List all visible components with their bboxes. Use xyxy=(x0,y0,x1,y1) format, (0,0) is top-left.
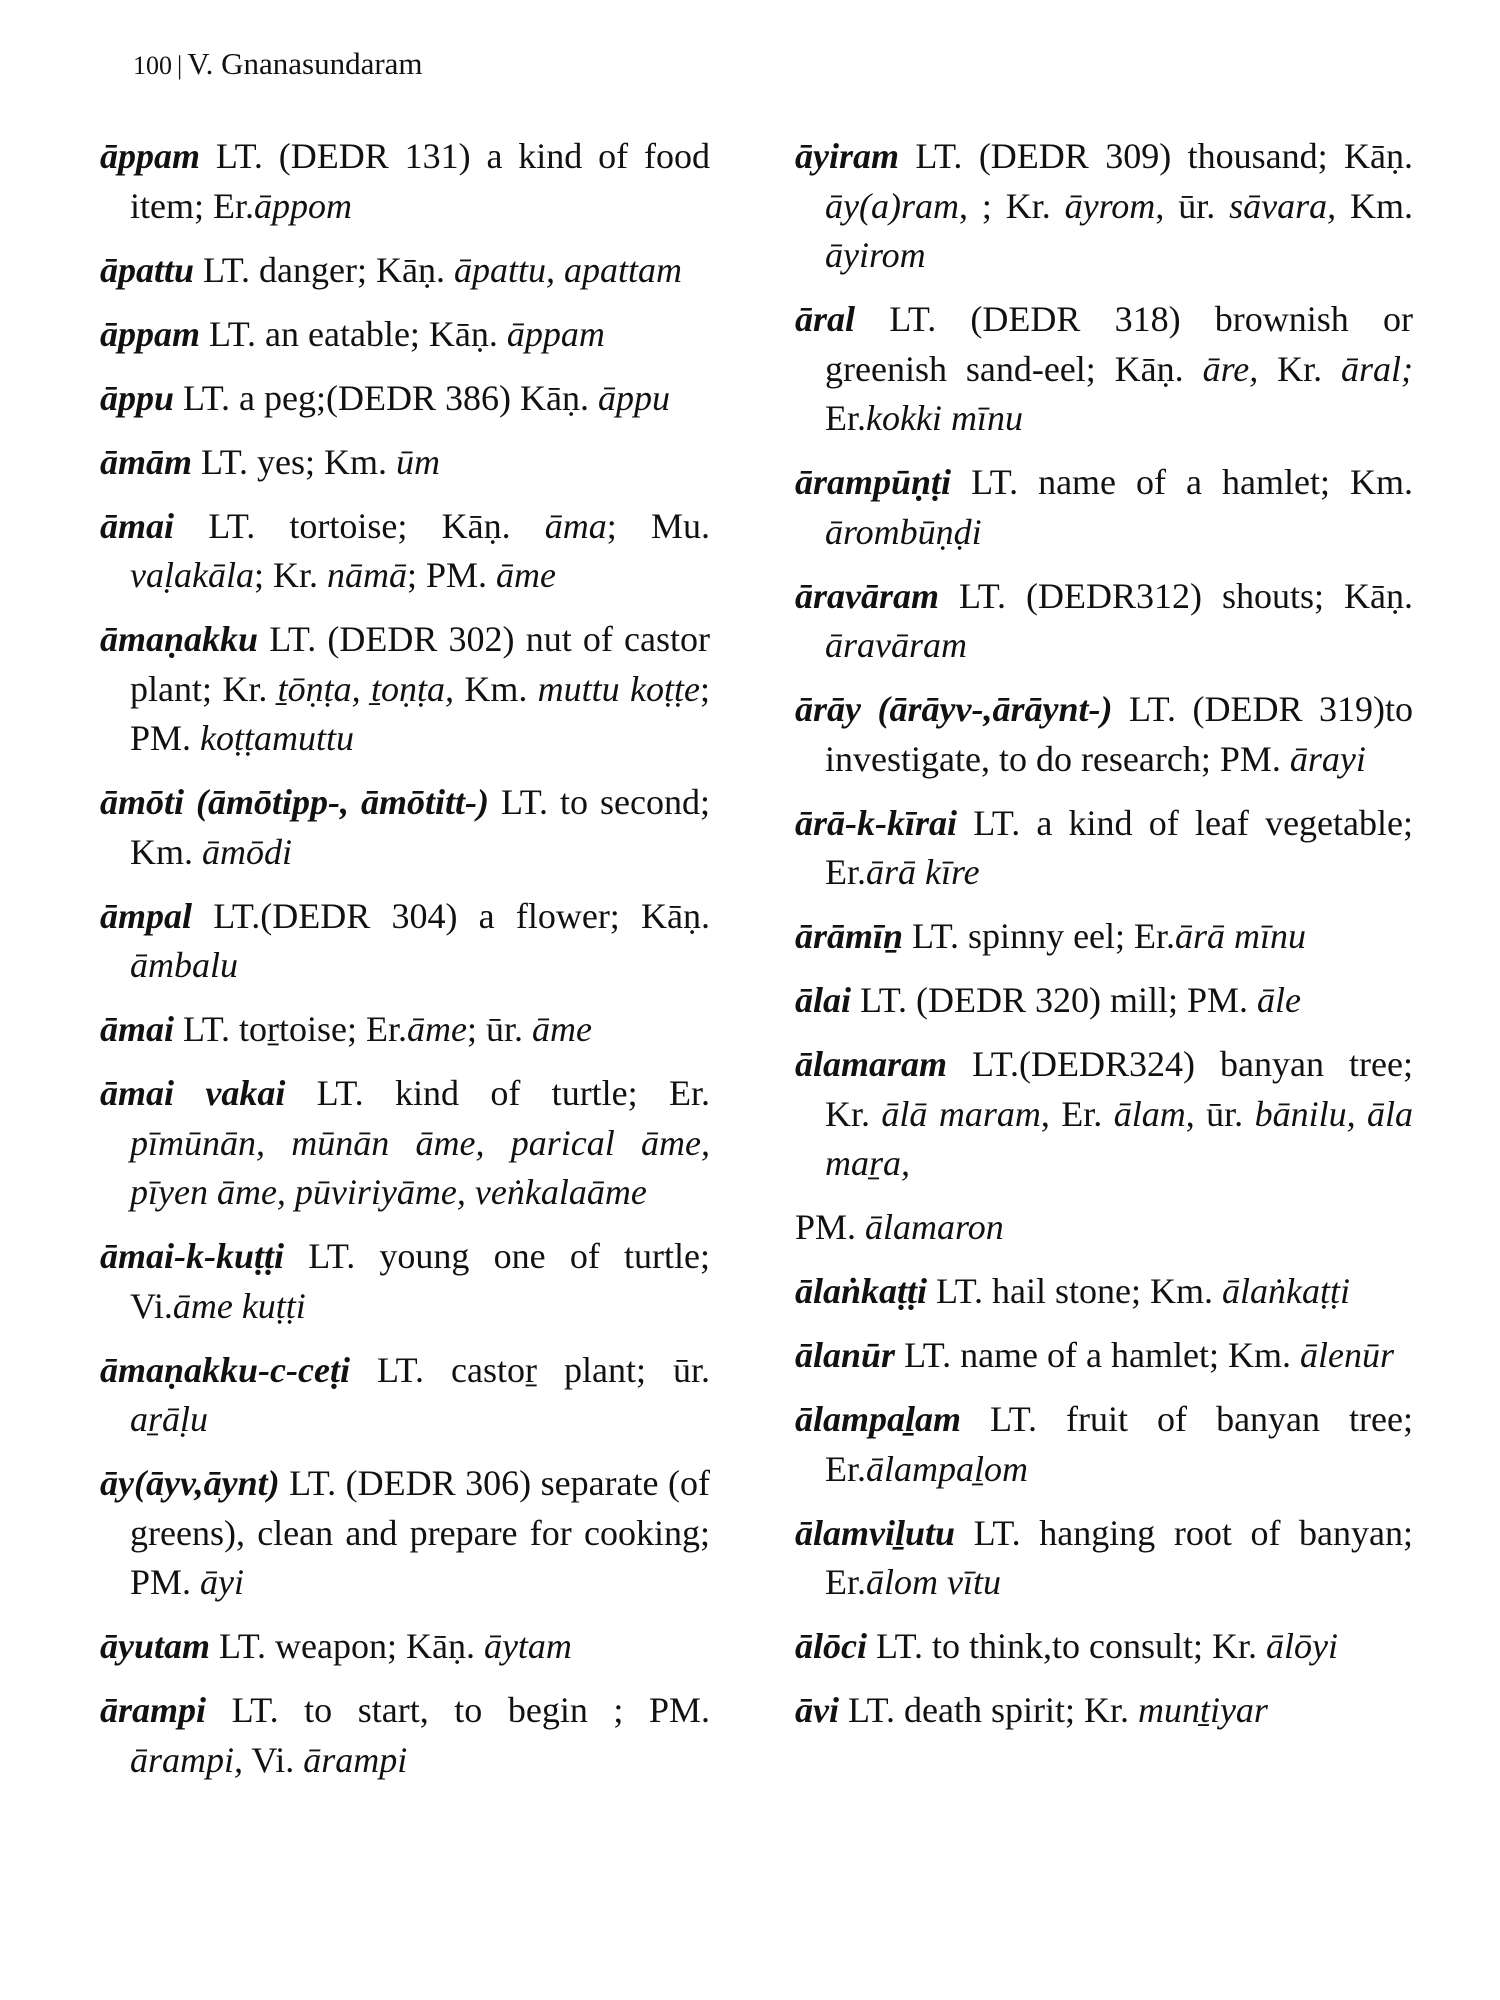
cognate-form: ālaṅkaṭṭi xyxy=(1222,1271,1351,1311)
dictionary-entry xyxy=(795,799,1413,898)
dictionary-entry xyxy=(100,1346,710,1445)
gloss-text: LT. kind of turtle; Er. xyxy=(285,1073,710,1113)
gloss-text: LT. castoṟ plant; ūr. xyxy=(349,1349,710,1390)
cognate-form: sāvara, xyxy=(1229,185,1337,226)
dictionary-entry xyxy=(795,295,1413,444)
gloss-text: LT. (DEDR 309) thousand; Kāṇ. xyxy=(899,136,1413,176)
headword: āppam xyxy=(100,313,201,354)
gloss-text: Km. xyxy=(1336,185,1413,226)
cognate-form: ālōyi xyxy=(1266,1626,1338,1666)
gloss-text: LT. (DEDR 320) mill; PM. xyxy=(851,980,1258,1020)
headword: āmai-k-kuṭṭi xyxy=(100,1236,285,1276)
gloss-text: LT. a kind of leaf vegetable; Er. xyxy=(825,802,1413,892)
gloss-text: LT. (DEDR 302) nut of castor plant; Kr. xyxy=(130,619,710,709)
headword: ārāy (ārāyv-,ārāynt-) xyxy=(795,689,1113,729)
cognate-form: ūm xyxy=(396,441,441,482)
cognate-form: koṭṭamuttu xyxy=(200,718,355,758)
cognate-form: āmbalu xyxy=(130,945,238,985)
dictionary-entry xyxy=(795,132,1413,281)
headword: āppam xyxy=(100,136,201,176)
gloss-text: LT. death spirit; Kr. xyxy=(838,1690,1138,1730)
cognate-form: āy(a)ram xyxy=(825,185,959,226)
cognate-form: ārayi xyxy=(1289,738,1366,779)
headword: ālōci xyxy=(795,1626,867,1666)
cognate-form: āmōdi xyxy=(202,831,292,872)
dictionary-entry xyxy=(100,1005,710,1055)
dictionary-entry xyxy=(100,1686,710,1785)
cognate-form: aṟāḷu xyxy=(130,1399,209,1439)
gloss-text: ; PM. xyxy=(130,668,710,758)
gloss-text: LT. young one of turtle; Vi. xyxy=(130,1236,710,1326)
gloss-text: LT. danger; Kāṇ. xyxy=(194,249,454,290)
cognate-form: āyi xyxy=(200,1562,245,1602)
gloss-text: , ūr. xyxy=(1185,1093,1255,1134)
gloss-text: ; ūr. xyxy=(466,1009,532,1049)
cognate-form: nāmā xyxy=(326,555,407,595)
gloss-text: LT. to second; Km. xyxy=(130,782,710,872)
gloss-text: LT. (DEDR 318) brownish or greenish sand-eel; Kāṇ. xyxy=(825,299,1413,389)
dictionary-entry xyxy=(795,458,1413,557)
gloss-text: LT. to start, to begin ; PM. xyxy=(206,1690,710,1730)
headword: āmai xyxy=(100,505,175,546)
gloss-text: LT. spinny eel; Er. xyxy=(903,916,1176,956)
gloss-text: LT. (DEDR 131) a kind of food item; Er. xyxy=(130,136,710,226)
dictionary-entry xyxy=(100,1232,710,1331)
dictionary-entry xyxy=(100,1459,710,1608)
gloss-text: LT. hanging root of banyan; Er. xyxy=(825,1512,1413,1602)
cognate-form: vaḷakāla xyxy=(130,555,254,595)
gloss-text: LT. toṟtoise; Er. xyxy=(174,1009,407,1049)
headword: ālampaḻam xyxy=(795,1399,962,1439)
dictionary-entry xyxy=(100,1622,710,1672)
gloss-text: PM. xyxy=(795,1207,866,1247)
right-column xyxy=(795,132,1413,1750)
cognate-form: ālampaḻom xyxy=(866,1448,1028,1489)
gloss-text: , ūr. xyxy=(1155,185,1230,226)
gloss-text: LT. fruit of banyan tree; Er. xyxy=(825,1399,1413,1489)
dictionary-entry xyxy=(795,1395,1413,1494)
headword: āmaṇakku-c-ceṭi xyxy=(100,1349,350,1390)
headword: ālaṅkaṭṭi xyxy=(795,1271,928,1311)
headword: ālanūr xyxy=(795,1335,896,1375)
dictionary-entry xyxy=(100,502,710,601)
gloss-text: LT. yes; Km. xyxy=(192,441,397,482)
gloss-text: ; Mu. xyxy=(606,505,710,546)
dictionary-entry xyxy=(795,1622,1413,1672)
dictionary-entry xyxy=(100,778,710,877)
dictionary-entry xyxy=(100,246,710,296)
cognate-form: āral; xyxy=(1341,348,1414,389)
headword: āyutam xyxy=(100,1626,211,1666)
cognate-form: ālam xyxy=(1113,1093,1186,1134)
gloss-text: Kr. xyxy=(1258,348,1342,389)
dictionary-entry xyxy=(795,976,1413,1026)
dictionary-entry xyxy=(100,132,710,231)
headword: ārā-k-kīrai xyxy=(795,802,957,843)
author-name: V. Gnanasundaram xyxy=(187,46,423,81)
headword: āmai vakai xyxy=(100,1073,286,1113)
gloss-text: ; Kr. xyxy=(253,555,327,595)
headword: āppu xyxy=(100,377,175,418)
cognate-form: āme xyxy=(407,1009,467,1049)
headword: āmpal xyxy=(100,895,193,936)
cognate-form: āme xyxy=(496,555,557,595)
dictionary-entry xyxy=(795,1203,1413,1253)
cognate-form: ālenūr xyxy=(1299,1335,1394,1375)
gloss-text: LT. a peg;(DEDR 386) Kāṇ. xyxy=(174,377,598,418)
headword: ārampūṇṭi xyxy=(795,462,952,502)
headword: ālamviḻutu xyxy=(795,1512,956,1553)
dictionary-entry xyxy=(100,892,710,991)
dictionary-entry xyxy=(795,1040,1413,1189)
headword: āral xyxy=(795,299,856,339)
dictionary-entry xyxy=(795,1509,1413,1608)
cognate-form: āyirom xyxy=(825,235,926,275)
cognate-form: āppom xyxy=(253,185,352,226)
gloss-text: LT.(DEDR324) banyan tree; Kr. xyxy=(825,1044,1413,1134)
dictionary-entry xyxy=(795,912,1413,962)
headword: āmai xyxy=(100,1009,175,1049)
gloss-text: LT. an eatable; Kāṇ. xyxy=(200,313,507,354)
gloss-text: , ; Kr. xyxy=(958,185,1065,226)
running-head xyxy=(133,44,423,86)
headword: ārāmīṉ xyxy=(795,916,904,956)
cognate-form: āppam xyxy=(506,313,605,354)
dictionary-entry xyxy=(795,685,1413,784)
cognate-form: kokki mīnu xyxy=(866,398,1023,438)
cognate-form: āytam xyxy=(483,1626,572,1666)
dictionary-entry xyxy=(795,572,1413,671)
gloss-text: LT. (DEDR312) shouts; Kāṇ. xyxy=(939,575,1413,616)
headword: ālamaram xyxy=(795,1044,948,1084)
headword: āmām xyxy=(100,441,193,482)
gloss-text: LT. (DEDR 306) separate (of greens), clean and prepare for cooking; PM. xyxy=(130,1463,710,1602)
cognate-form: ālamaron xyxy=(865,1207,1004,1247)
cognate-form: āme kuṭṭi xyxy=(172,1285,306,1326)
cognate-form: munṯiyar xyxy=(1137,1690,1268,1730)
cognate-form: ārā kīre xyxy=(866,852,980,892)
cognate-form: āppu xyxy=(597,377,670,418)
cognate-form: pīmūnān, mūnān āme, parical āme, pīyen āme, pūviriyāme, veṅkalaāme xyxy=(130,1122,710,1212)
gloss-text: LT. tortoise; Kāṇ. xyxy=(174,505,545,546)
gloss-text: Er. xyxy=(825,398,866,438)
cognate-form: bānilu, āla maṟa, xyxy=(825,1093,1413,1183)
headword: āvi xyxy=(795,1690,839,1730)
header-separator: | xyxy=(177,51,183,80)
cognate-form: ālā maram xyxy=(881,1093,1041,1134)
gloss-text: LT. (DEDR 319)to investigate, to do research; PM. xyxy=(825,689,1414,779)
cognate-form: ṯōṇṭa, ṯoṇṭa, xyxy=(277,668,454,709)
cognate-form: āre, xyxy=(1202,348,1259,389)
cognate-form: āle xyxy=(1257,980,1302,1020)
left-column xyxy=(100,132,710,1800)
gloss-text: Vi. xyxy=(243,1739,304,1780)
dictionary-entry xyxy=(100,1069,710,1218)
dictionary-entry xyxy=(795,1686,1413,1736)
dictionary-entry xyxy=(100,615,710,764)
gloss-text: LT. weapon; Kāṇ. xyxy=(210,1626,484,1666)
cognate-form: ālom vītu xyxy=(866,1562,1001,1602)
gloss-text: LT. name of a hamlet; Km. xyxy=(895,1335,1300,1375)
cognate-form: āpattu, apattam xyxy=(453,249,682,290)
headword: āy(āyv,āynt) xyxy=(100,1463,280,1503)
gloss-text: ; PM. xyxy=(406,555,497,595)
cognate-form: āyrom xyxy=(1064,185,1156,226)
cognate-form: āravāram xyxy=(825,625,967,665)
gloss-text: LT. name of a hamlet; Km. xyxy=(951,462,1413,502)
gloss-text: LT. hail stone; Km. xyxy=(927,1271,1223,1311)
cognate-form: ārampi, xyxy=(130,1739,244,1780)
cognate-form: āma xyxy=(544,505,607,546)
dictionary-entry xyxy=(795,1267,1413,1317)
headword: ārampi xyxy=(100,1690,207,1730)
page-number: 100 xyxy=(133,51,172,80)
dictionary-entry xyxy=(100,310,710,360)
headword: āmaṇakku xyxy=(100,619,259,659)
gloss-text: , Er. xyxy=(1040,1093,1114,1134)
dictionary-entry xyxy=(100,374,710,424)
gloss-text: LT.(DEDR 304) a flower; Kāṇ. xyxy=(192,895,710,936)
dictionary-entry xyxy=(795,1331,1413,1381)
headword: āmōti (āmōtipp-, āmōtitt-) xyxy=(100,782,489,822)
cognate-form: muttu koṭṭe xyxy=(537,668,700,709)
cognate-form: ārampi xyxy=(303,1739,408,1780)
headword: āpattu xyxy=(100,249,195,290)
cognate-form: ārombūṇḍi xyxy=(825,511,982,552)
gloss-text: LT. to think,to consult; Kr. xyxy=(866,1626,1266,1666)
headword: ālai xyxy=(795,980,852,1020)
headword: āyiram xyxy=(795,136,899,176)
cognate-form: ārā mīnu xyxy=(1175,916,1307,956)
dictionary-entry xyxy=(100,438,710,488)
gloss-text: Km. xyxy=(454,668,538,709)
cognate-form: āme xyxy=(532,1009,592,1049)
headword: āravāram xyxy=(795,575,939,616)
